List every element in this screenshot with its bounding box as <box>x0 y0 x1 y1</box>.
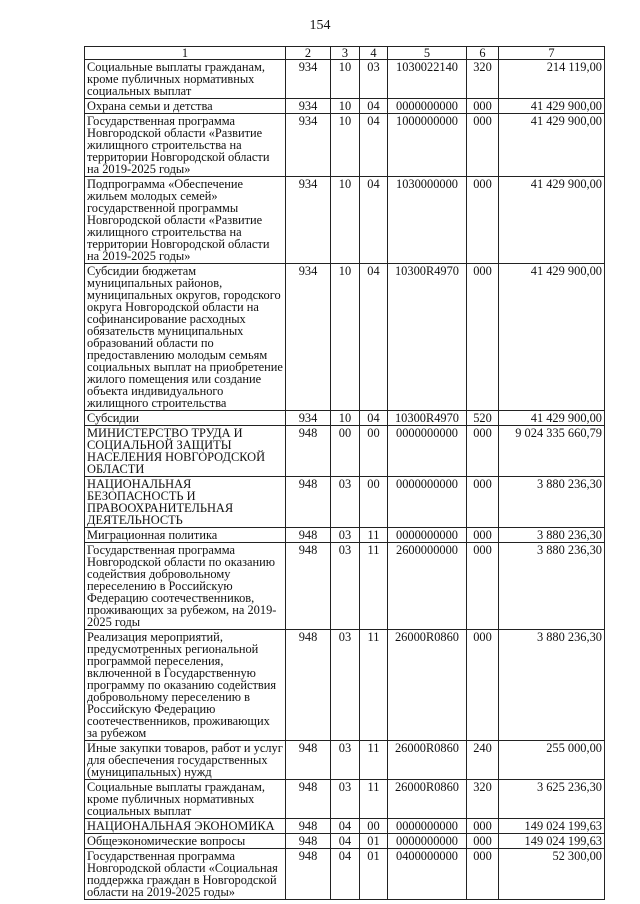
table-row <box>85 99 605 114</box>
row-code-cell: 320 <box>467 60 499 99</box>
row-code-cell: 000 <box>467 114 499 177</box>
row-name-cell: Иные закупки товаров, работ и услуг для обеспечения государственных (муниципальных) нужд <box>85 741 286 780</box>
header-row <box>85 47 605 60</box>
row-code-cell: 03 <box>331 780 360 819</box>
row-name-cell: Миграционная политика <box>85 528 286 543</box>
table-row <box>85 426 605 477</box>
row-code-cell: 2600000000 <box>388 543 467 630</box>
row-code-cell: 11 <box>360 543 388 630</box>
row-code-cell: 0000000000 <box>388 477 467 528</box>
row-code-cell: 04 <box>360 411 388 426</box>
row-amount-cell: 9 024 335 660,79 <box>499 426 605 477</box>
row-code-cell: 948 <box>286 834 331 849</box>
row-code-cell: 10 <box>331 99 360 114</box>
page-number: 154 <box>309 18 331 33</box>
row-code-cell: 948 <box>286 741 331 780</box>
row-code-cell: 10 <box>331 411 360 426</box>
header-cell: 6 <box>467 47 499 60</box>
row-code-cell: 934 <box>286 114 331 177</box>
row-name-cell: Социальные выплаты гражданам, кроме публичных нормативных социальных выплат <box>85 60 286 99</box>
row-name-cell: Реализация мероприятий, предусмотренных региональной программой переселения, включенной в Государственную программу по оказанию содействия добровольному переселению в Российскую Федерацию соотечественников, проживающих за рубежом <box>85 630 286 741</box>
row-code-cell: 26000R0860 <box>388 780 467 819</box>
table-row <box>85 477 605 528</box>
budget-table <box>84 46 605 900</box>
row-code-cell: 000 <box>467 177 499 264</box>
table-row <box>85 264 605 411</box>
row-code-cell: 00 <box>360 819 388 834</box>
row-amount-cell: 149 024 199,63 <box>499 834 605 849</box>
row-code-cell: 000 <box>467 819 499 834</box>
row-code-cell: 948 <box>286 849 331 900</box>
row-code-cell: 26000R0860 <box>388 741 467 780</box>
table-row <box>85 411 605 426</box>
row-code-cell: 11 <box>360 630 388 741</box>
row-code-cell: 948 <box>286 543 331 630</box>
row-code-cell: 000 <box>467 543 499 630</box>
row-code-cell: 00 <box>360 426 388 477</box>
header-cell: 4 <box>360 47 388 60</box>
row-code-cell: 948 <box>286 477 331 528</box>
row-name-cell: Подпрограмма «Обеспечение жильем молодых семей» государственной программы Новгородской области «Развитие жилищного строительства на территории Новгородской области на 2019-2025 годы» <box>85 177 286 264</box>
header-cell: 3 <box>331 47 360 60</box>
row-code-cell: 000 <box>467 477 499 528</box>
row-code-cell: 04 <box>331 834 360 849</box>
row-code-cell: 0000000000 <box>388 819 467 834</box>
row-code-cell: 10 <box>331 264 360 411</box>
row-code-cell: 04 <box>360 114 388 177</box>
row-code-cell: 934 <box>286 99 331 114</box>
row-code-cell: 000 <box>467 264 499 411</box>
row-code-cell: 1000000000 <box>388 114 467 177</box>
row-amount-cell: 149 024 199,63 <box>499 819 605 834</box>
row-amount-cell: 214 119,00 <box>499 60 605 99</box>
row-code-cell: 948 <box>286 819 331 834</box>
row-code-cell: 01 <box>360 849 388 900</box>
header-cell: 1 <box>85 47 286 60</box>
table-row <box>85 849 605 900</box>
row-code-cell: 00 <box>331 426 360 477</box>
row-code-cell: 11 <box>360 528 388 543</box>
row-code-cell: 240 <box>467 741 499 780</box>
row-name-cell: Социальные выплаты гражданам, кроме публичных нормативных социальных выплат <box>85 780 286 819</box>
row-name-cell: Государственная программа Новгородской области по оказанию содействия добровольному переселению в Российскую Федерацию соотечественников, проживающих за рубежом, на 2019-2025 годы <box>85 543 286 630</box>
row-code-cell: 000 <box>467 834 499 849</box>
row-code-cell: 10 <box>331 177 360 264</box>
row-amount-cell: 41 429 900,00 <box>499 114 605 177</box>
table-row <box>85 177 605 264</box>
row-amount-cell: 52 300,00 <box>499 849 605 900</box>
row-code-cell: 10 <box>331 114 360 177</box>
header-cell: 5 <box>388 47 467 60</box>
row-code-cell: 0000000000 <box>388 426 467 477</box>
row-code-cell: 000 <box>467 426 499 477</box>
row-code-cell: 948 <box>286 780 331 819</box>
row-name-cell: Общеэкономические вопросы <box>85 834 286 849</box>
header-cell: 7 <box>499 47 605 60</box>
row-code-cell: 03 <box>331 741 360 780</box>
row-code-cell: 04 <box>360 177 388 264</box>
row-code-cell: 000 <box>467 528 499 543</box>
row-code-cell: 26000R0860 <box>388 630 467 741</box>
row-name-cell: Государственная программа Новгородской области «Социальная поддержка граждан в Новгородской области на 2019-2025 годы» <box>85 849 286 900</box>
row-name-cell: НАЦИОНАЛЬНАЯ БЕЗОПАСНОСТЬ И ПРАВООХРАНИТЕЛЬНАЯ ДЕЯТЕЛЬНОСТЬ <box>85 477 286 528</box>
row-name-cell: Субсидии <box>85 411 286 426</box>
table-row <box>85 780 605 819</box>
row-code-cell: 03 <box>331 477 360 528</box>
row-code-cell: 03 <box>331 528 360 543</box>
row-code-cell: 10300R4970 <box>388 264 467 411</box>
row-code-cell: 01 <box>360 834 388 849</box>
row-code-cell: 0000000000 <box>388 99 467 114</box>
row-code-cell: 10 <box>331 60 360 99</box>
table-row <box>85 834 605 849</box>
row-code-cell: 0400000000 <box>388 849 467 900</box>
row-code-cell: 11 <box>360 741 388 780</box>
row-code-cell: 00 <box>360 477 388 528</box>
row-code-cell: 0000000000 <box>388 834 467 849</box>
row-code-cell: 948 <box>286 426 331 477</box>
row-code-cell: 934 <box>286 60 331 99</box>
row-code-cell: 10300R4970 <box>388 411 467 426</box>
row-code-cell: 0000000000 <box>388 528 467 543</box>
row-code-cell: 320 <box>467 780 499 819</box>
table-row <box>85 114 605 177</box>
row-code-cell: 000 <box>467 630 499 741</box>
row-code-cell: 04 <box>331 849 360 900</box>
row-amount-cell: 41 429 900,00 <box>499 177 605 264</box>
row-code-cell: 03 <box>331 630 360 741</box>
row-name-cell: Охрана семьи и детства <box>85 99 286 114</box>
row-code-cell: 948 <box>286 630 331 741</box>
row-name-cell: Государственная программа Новгородской области «Развитие жилищного строительства на территории Новгородской области на 2019-2025 годы» <box>85 114 286 177</box>
row-amount-cell: 41 429 900,00 <box>499 411 605 426</box>
row-amount-cell: 3 880 236,30 <box>499 528 605 543</box>
row-code-cell: 03 <box>360 60 388 99</box>
row-code-cell: 000 <box>467 99 499 114</box>
table-row <box>85 819 605 834</box>
row-amount-cell: 41 429 900,00 <box>499 99 605 114</box>
row-name-cell: Субсидии бюджетам муниципальных районов, муниципальных округов, городского округа Новгородской области на софинансирование расходных обязательств муниципальных образований области по предоставлению молодым семьям социальных выплат на приобретение жилого помещения или создание объекта индивидуального жилищного строительства <box>85 264 286 411</box>
row-amount-cell: 3 880 236,30 <box>499 543 605 630</box>
row-code-cell: 04 <box>360 99 388 114</box>
row-amount-cell: 41 429 900,00 <box>499 264 605 411</box>
row-code-cell: 11 <box>360 780 388 819</box>
row-code-cell: 04 <box>331 819 360 834</box>
row-amount-cell: 3 880 236,30 <box>499 477 605 528</box>
row-code-cell: 03 <box>331 543 360 630</box>
row-code-cell: 934 <box>286 411 331 426</box>
row-code-cell: 04 <box>360 264 388 411</box>
table-row <box>85 543 605 630</box>
row-code-cell: 520 <box>467 411 499 426</box>
row-code-cell: 1030022140 <box>388 60 467 99</box>
row-name-cell: МИНИСТЕРСТВО ТРУДА И СОЦИАЛЬНОЙ ЗАЩИТЫ НАСЕЛЕНИЯ НОВГОРОДСКОЙ ОБЛАСТИ <box>85 426 286 477</box>
header-cell: 2 <box>286 47 331 60</box>
row-name-cell: НАЦИОНАЛЬНАЯ ЭКОНОМИКА <box>85 819 286 834</box>
row-amount-cell: 3 880 236,30 <box>499 630 605 741</box>
row-amount-cell: 3 625 236,30 <box>499 780 605 819</box>
table-row <box>85 60 605 99</box>
row-code-cell: 934 <box>286 177 331 264</box>
table-row <box>85 528 605 543</box>
table-row <box>85 741 605 780</box>
row-code-cell: 000 <box>467 849 499 900</box>
table-row <box>85 630 605 741</box>
row-code-cell: 948 <box>286 528 331 543</box>
row-code-cell: 934 <box>286 264 331 411</box>
row-amount-cell: 255 000,00 <box>499 741 605 780</box>
row-code-cell: 1030000000 <box>388 177 467 264</box>
table-body <box>85 60 605 900</box>
